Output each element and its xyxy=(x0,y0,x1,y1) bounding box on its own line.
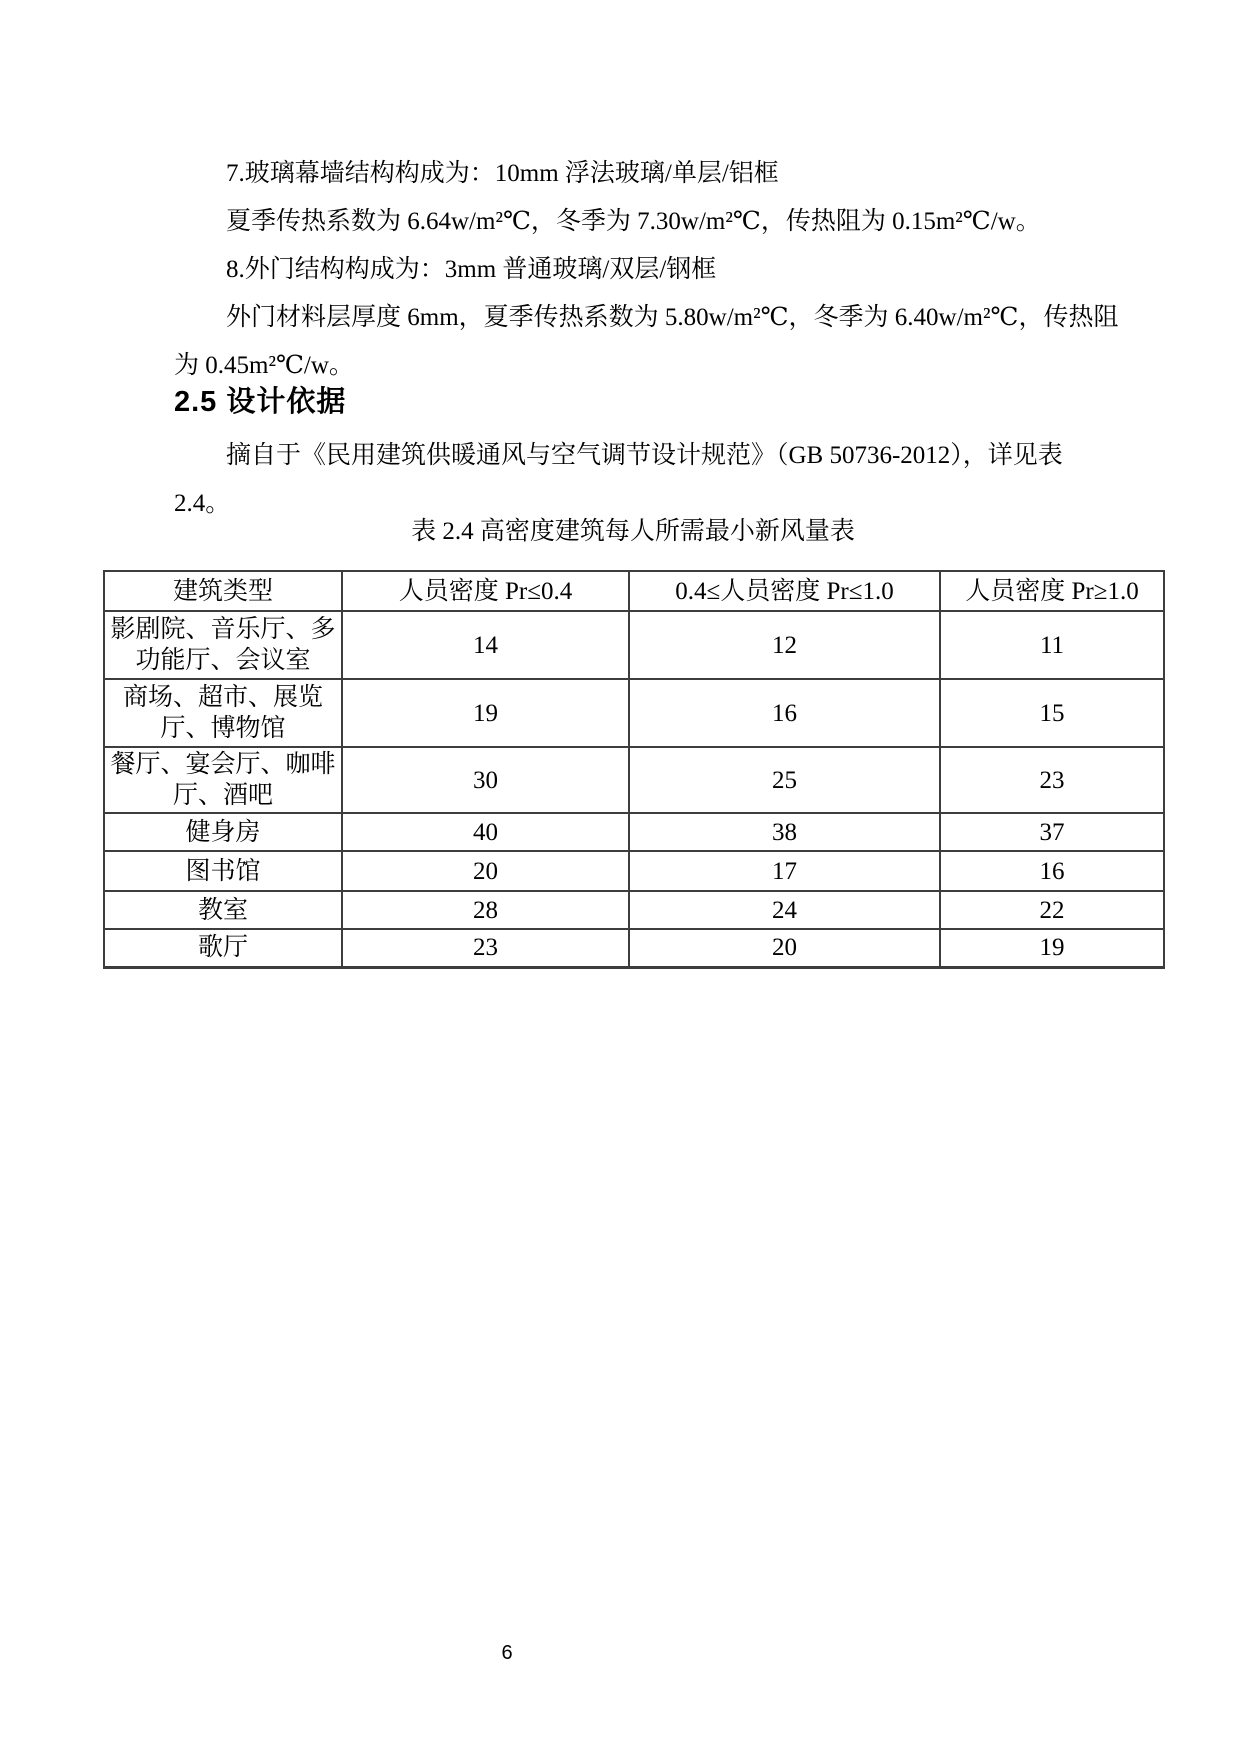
cell-value: 23 xyxy=(940,747,1164,813)
cell-building: 商场、超市、展览厅、博物馆 xyxy=(104,679,342,747)
cell-value: 20 xyxy=(629,929,940,967)
cell-value: 38 xyxy=(629,813,940,851)
table-row-karaoke xyxy=(104,929,1164,967)
cell-value: 25 xyxy=(629,747,940,813)
cell-value: 40 xyxy=(342,813,629,851)
cell-value: 16 xyxy=(629,679,940,747)
body-line-summer-coefficient: 夏季传热系数为 6.64w/m²℃，冬季为 7.30w/m²℃，传热阻为 0.15m²℃/w。 xyxy=(226,208,1041,235)
intro-line-2: 2.4。 xyxy=(174,490,231,517)
body-line-exterior-door: 8.外门结构构成为：3mm 普通玻璃/双层/钢框 xyxy=(226,256,717,283)
cell-value: 23 xyxy=(342,929,629,967)
cell-value: 22 xyxy=(940,891,1164,929)
cell-value: 15 xyxy=(940,679,1164,747)
page-number: 6 xyxy=(501,1642,513,1664)
intro-line-1: 摘自于《民用建筑供暖通风与空气调节设计规范》（GB 50736-2012），详见表 xyxy=(226,442,1063,469)
body-line-door-material-cont: 为 0.45m²℃/w。 xyxy=(174,352,354,379)
table-row-classroom xyxy=(104,891,1164,929)
cell-value: 14 xyxy=(342,611,629,679)
table-row-mall xyxy=(104,679,1164,747)
cell-value: 17 xyxy=(629,851,940,891)
cell-value: 11 xyxy=(940,611,1164,679)
table-row-restaurant xyxy=(104,747,1164,813)
table-row-library xyxy=(104,851,1164,891)
col-header-building-type: 建筑类型 xyxy=(104,571,342,611)
section-heading-design-basis: 2.5 设计依据 xyxy=(174,386,347,418)
col-header-density-mid: 0.4≤人员密度 Pr≤1.0 xyxy=(629,571,940,611)
cell-value: 20 xyxy=(342,851,629,891)
cell-value: 19 xyxy=(342,679,629,747)
body-line-glass-curtain-wall: 7.玻璃幕墙结构构成为：10mm 浮法玻璃/单层/铝框 xyxy=(226,160,779,187)
cell-value: 37 xyxy=(940,813,1164,851)
table-caption: 表 2.4 高密度建筑每人所需最小新风量表 xyxy=(411,518,855,545)
cell-building: 歌厅 xyxy=(104,929,342,967)
body-text-block xyxy=(174,150,1119,390)
cell-value: 16 xyxy=(940,851,1164,891)
col-header-density-low: 人员密度 Pr≤0.4 xyxy=(342,571,629,611)
cell-building: 健身房 xyxy=(104,813,342,851)
cell-building: 教室 xyxy=(104,891,342,929)
table-row-cinema xyxy=(104,611,1164,679)
cell-value: 28 xyxy=(342,891,629,929)
cell-value: 19 xyxy=(940,929,1164,967)
cell-building: 影剧院、音乐厅、多功能厅、会议室 xyxy=(104,611,342,679)
cell-value: 12 xyxy=(629,611,940,679)
cell-value: 30 xyxy=(342,747,629,813)
table-row-gym xyxy=(104,813,1164,851)
table-header-row xyxy=(104,571,1164,611)
cell-value: 24 xyxy=(629,891,940,929)
col-header-density-high: 人员密度 Pr≥1.0 xyxy=(940,571,1164,611)
cell-building: 餐厅、宴会厅、咖啡厅、酒吧 xyxy=(104,747,342,813)
body-line-door-material: 外门材料层厚度 6mm，夏季传热系数为 5.80w/m²℃，冬季为 6.40w/m²℃，传热阻 xyxy=(226,304,1119,331)
cell-building: 图书馆 xyxy=(104,851,342,891)
fresh-air-table xyxy=(103,570,1165,969)
